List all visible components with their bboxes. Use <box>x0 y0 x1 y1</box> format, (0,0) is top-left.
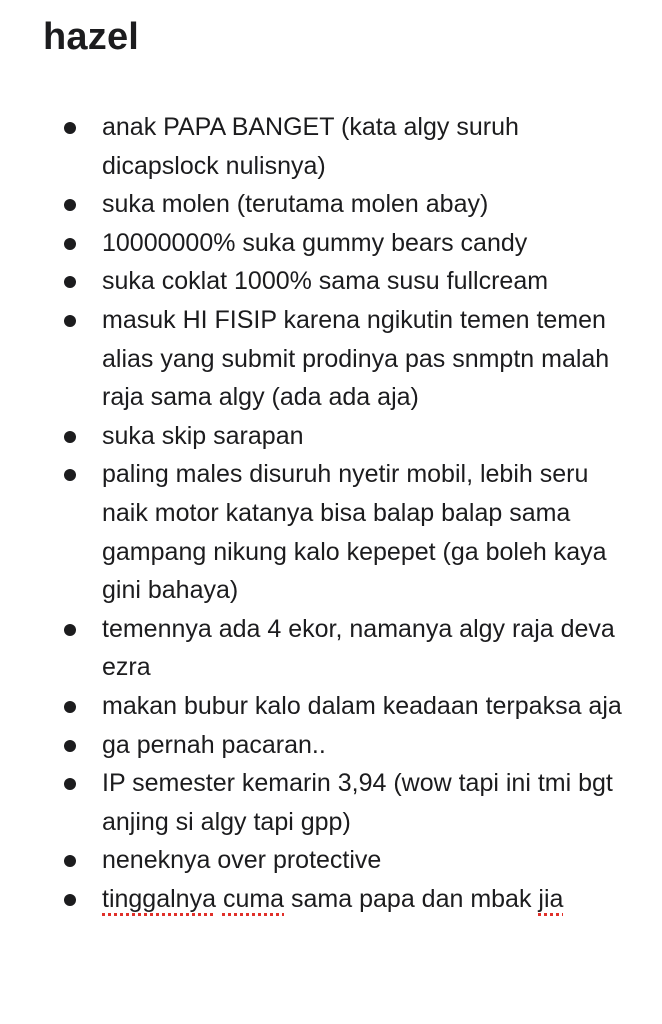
list-item[interactable] <box>0 224 662 263</box>
text-fragment <box>216 885 223 913</box>
bullet-icon <box>64 315 76 327</box>
list-item[interactable] <box>0 301 662 417</box>
misspelled-word[interactable]: jia <box>538 884 564 913</box>
list-item[interactable] <box>0 764 662 841</box>
list-item[interactable] <box>0 610 662 687</box>
bullet-icon <box>64 122 76 134</box>
list-item-text: suka molen (terutama molen abay) <box>102 190 489 219</box>
misspelled-word[interactable]: tinggalnya <box>102 884 216 913</box>
list-item-text: neneknya over protective <box>102 846 382 875</box>
bullet-icon <box>64 276 76 288</box>
bullet-icon <box>64 199 76 211</box>
list-item-text <box>102 880 626 919</box>
list-item-text: 10000000% suka gummy bears candy <box>102 228 528 257</box>
list-item[interactable] <box>0 455 662 609</box>
bullet-icon <box>64 740 76 752</box>
list-item-text: temennya ada 4 ekor, namanya algy raja deva ezra <box>102 614 615 682</box>
list-item-text: anak PAPA BANGET (kata algy suruh dicapslock nulisnya) <box>102 113 519 180</box>
list-item[interactable] <box>0 262 662 301</box>
bullet-icon <box>64 431 76 443</box>
list-item[interactable] <box>0 108 662 185</box>
list-item-text: ga pernah pacaran.. <box>102 730 326 759</box>
bullet-icon <box>64 624 76 636</box>
list-item-text: suka skip sarapan <box>102 421 304 450</box>
list-item[interactable] <box>0 185 662 224</box>
list-item-text: IP semester kemarin 3,94 (wow tapi ini tmi bgt anjing si algy tapi gpp) <box>102 769 613 836</box>
bullet-icon <box>64 855 76 867</box>
text-fragment: sama papa dan mbak <box>284 884 539 913</box>
bullet-list <box>0 108 662 918</box>
bullet-icon <box>64 778 76 790</box>
list-item-text: makan bubur kalo dalam keadaan terpaksa aja <box>102 691 622 720</box>
bullet-icon <box>64 894 76 906</box>
list-item[interactable] <box>0 726 662 765</box>
list-item[interactable] <box>0 841 662 880</box>
note-title[interactable]: hazel <box>43 16 140 58</box>
bullet-icon <box>64 238 76 250</box>
misspelled-word[interactable]: cuma <box>222 884 285 913</box>
list-item[interactable] <box>0 880 662 919</box>
list-item-text: suka coklat 1000% sama susu fullcream <box>102 267 549 296</box>
list-item-text: paling males disuruh nyetir mobil, lebih seru naik motor katanya bisa balap balap sama gampang nikung kalo kepepet (ga boleh kaya gini bahaya) <box>102 460 607 605</box>
list-item[interactable] <box>0 687 662 726</box>
list-item[interactable] <box>0 417 662 456</box>
bullet-icon <box>64 469 76 481</box>
list-item-text: masuk HI FISIP karena ngikutin temen temen alias yang submit prodinya pas snmptn malah raja sama algy (ada ada aja) <box>102 305 610 412</box>
bullet-icon <box>64 701 76 713</box>
